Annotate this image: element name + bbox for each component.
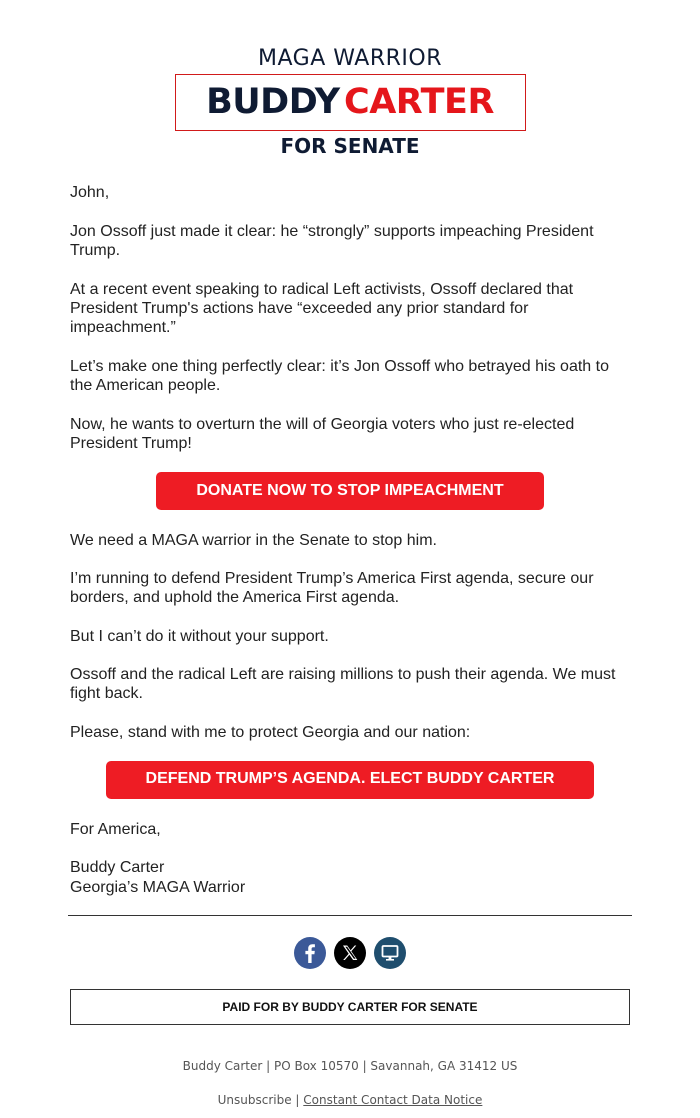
footer-links xyxy=(0,1092,700,1108)
x-icon[interactable] xyxy=(334,937,366,969)
paragraph-8: Ossoff and the radical Left are raising millions to push their agenda. We must fight back. xyxy=(70,666,616,702)
facebook-icon[interactable] xyxy=(294,937,326,969)
paragraph-9: Please, stand with me to protect Georgia and our nation: xyxy=(70,724,471,741)
donate-button[interactable]: DONATE NOW TO STOP IMPEACHMENT xyxy=(156,472,544,510)
paragraph-6: I’m running to defend President Trump’s America First agenda, secure our borders, and uphold the America First agenda. xyxy=(70,570,594,606)
paragraph-7: But I can’t do it without your support. xyxy=(70,628,329,645)
signature-title: Georgia’s MAGA Warrior xyxy=(70,879,246,896)
logo-name-box xyxy=(175,74,526,131)
paragraph-2: At a recent event speaking to radical Left activists, Ossoff declared that President Trump's actions have “exceeded any prior standard for impeachment.” xyxy=(70,281,574,336)
data-notice-link[interactable]: Constant Contact Data Notice xyxy=(303,1093,483,1107)
logo-first-name: BUDDY xyxy=(206,82,340,122)
social-links xyxy=(0,937,700,969)
logo-tagline: MAGA WARRIOR xyxy=(258,46,442,71)
paragraph-5: We need a MAGA warrior in the Senate to stop him. xyxy=(70,532,437,549)
website-icon[interactable] xyxy=(374,937,406,969)
logo-subtitle: FOR SENATE xyxy=(280,134,420,158)
logo-last-name: CARTER xyxy=(344,82,494,122)
unsubscribe-link[interactable]: Unsubscribe xyxy=(217,1093,292,1107)
signoff: For America, xyxy=(70,821,161,838)
paragraph-3: Let’s make one thing perfectly clear: it’s Jon Ossoff who betrayed his oath to the American people. xyxy=(70,358,609,394)
mailing-address: Buddy Carter | PO Box 10570 | Savannah, GA 31412 US xyxy=(182,1059,518,1073)
paid-for-disclaimer: PAID FOR BY BUDDY CARTER FOR SENATE xyxy=(70,989,630,1025)
paragraph-4: Now, he wants to overturn the will of Georgia voters who just re-elected President Trump! xyxy=(70,416,575,452)
footer-divider xyxy=(68,915,632,916)
campaign-logo xyxy=(0,44,700,160)
footer-separator: | xyxy=(295,1093,300,1107)
greeting: John, xyxy=(70,184,110,201)
paragraph-1: Jon Ossoff just made it clear: he “strongly” supports impeaching President Trump. xyxy=(70,223,594,259)
signature-name: Buddy Carter xyxy=(70,859,165,876)
elect-carter-button[interactable]: DEFEND TRUMP’S AGENDA. ELECT BUDDY CARTER xyxy=(106,761,594,799)
